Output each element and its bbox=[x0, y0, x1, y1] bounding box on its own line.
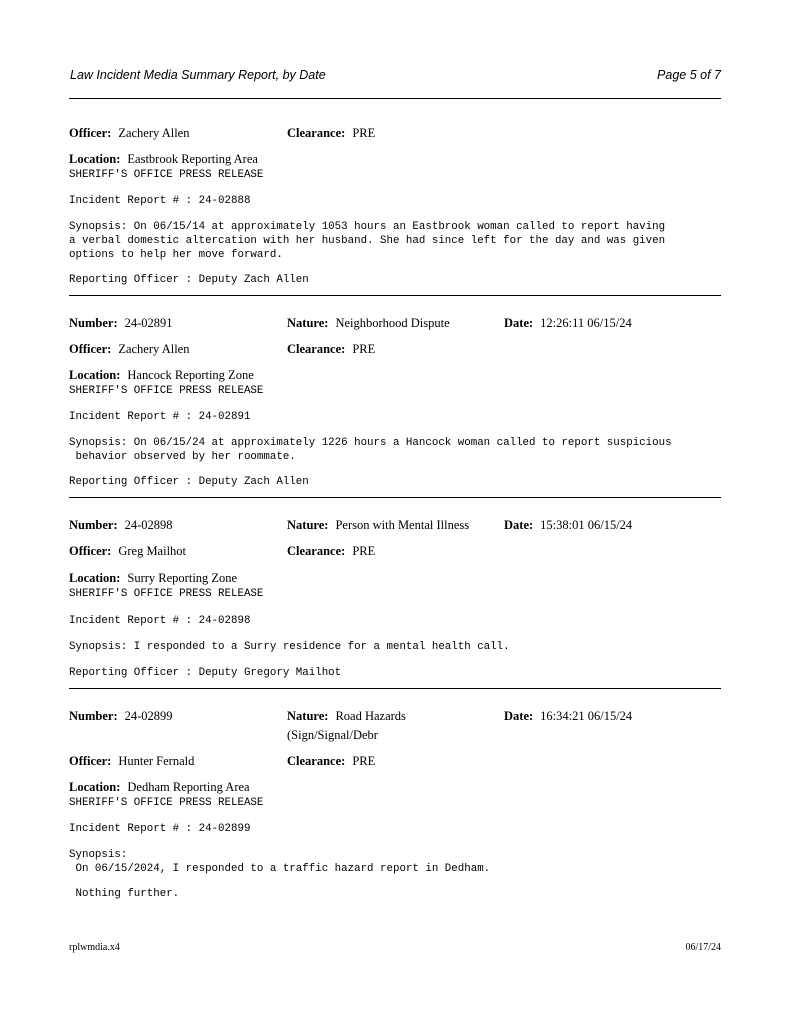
clearance-row bbox=[287, 544, 375, 559]
location-label: Location: bbox=[69, 368, 121, 382]
location-value: Surry Reporting Zone bbox=[127, 571, 238, 585]
officer-value: Hunter Fernald bbox=[118, 754, 195, 768]
location-label: Location: bbox=[69, 571, 121, 585]
clearance-row bbox=[287, 126, 375, 141]
synopsis-line: a verbal domestic altercation with her husband. She had since left for the day and was given bbox=[69, 235, 666, 247]
clearance-row bbox=[287, 342, 375, 357]
officer-value: Zachery Allen bbox=[118, 342, 190, 356]
location-row bbox=[69, 780, 250, 795]
clearance-label: Clearance: bbox=[287, 126, 346, 140]
number-label: Number: bbox=[69, 316, 118, 330]
number-value: 24-02898 bbox=[124, 518, 173, 532]
clearance-value: PRE bbox=[352, 342, 376, 356]
nature-continuation: (Sign/Signal/Debr bbox=[287, 728, 378, 742]
clearance-value: PRE bbox=[352, 754, 376, 768]
synopsis-line: options to help her move forward. bbox=[69, 249, 283, 261]
press-release-line: SHERIFF'S OFFICE PRESS RELEASE bbox=[69, 588, 264, 600]
report-title: Law Incident Media Summary Report, by Date bbox=[70, 68, 326, 82]
record-divider bbox=[69, 295, 721, 296]
location-label: Location: bbox=[69, 152, 121, 166]
location-row bbox=[69, 368, 254, 383]
footer-report-id: rplwmdia.x4 bbox=[69, 942, 120, 953]
number-label: Number: bbox=[69, 709, 118, 723]
nature-label: Nature: bbox=[287, 709, 329, 723]
press-release-line: SHERIFF'S OFFICE PRESS RELEASE bbox=[69, 169, 264, 181]
officer-value: Greg Mailhot bbox=[118, 544, 187, 558]
clearance-label: Clearance: bbox=[287, 342, 346, 356]
synopsis-line: On 06/15/2024, I responded to a traffic hazard report in Dedham. bbox=[69, 863, 491, 875]
officer-label: Officer: bbox=[69, 544, 112, 558]
date-value: 16:34:21 06/15/24 bbox=[540, 709, 633, 723]
date-label: Date: bbox=[504, 518, 534, 532]
clearance-value: PRE bbox=[352, 126, 376, 140]
incident-report-line: Incident Report # : 24-02899 bbox=[69, 823, 251, 835]
number-value: 24-02891 bbox=[124, 316, 173, 330]
nature-row bbox=[287, 316, 450, 331]
clearance-row bbox=[287, 754, 375, 769]
number-row bbox=[69, 518, 173, 533]
nature-row bbox=[287, 518, 469, 533]
clearance-label: Clearance: bbox=[287, 544, 346, 558]
incident-report-line: Incident Report # : 24-02898 bbox=[69, 615, 251, 627]
reporting-officer-line: Reporting Officer : Deputy Gregory Mailhot bbox=[69, 667, 342, 679]
synopsis-line: Synopsis: I responded to a Surry residence for a mental health call. bbox=[69, 641, 510, 653]
location-value: Dedham Reporting Area bbox=[127, 780, 250, 794]
location-value: Hancock Reporting Zone bbox=[127, 368, 254, 382]
number-value: 24-02899 bbox=[124, 709, 173, 723]
date-row bbox=[504, 709, 632, 724]
nature-value: Neighborhood Dispute bbox=[335, 316, 450, 330]
nature-value: Road Hazards bbox=[335, 709, 406, 723]
location-row bbox=[69, 571, 237, 586]
press-release-line: SHERIFF'S OFFICE PRESS RELEASE bbox=[69, 385, 264, 397]
nature-row bbox=[287, 709, 406, 724]
reporting-officer-line: Reporting Officer : Deputy Zach Allen bbox=[69, 476, 309, 488]
officer-row bbox=[69, 342, 189, 357]
clearance-label: Clearance: bbox=[287, 754, 346, 768]
officer-label: Officer: bbox=[69, 754, 112, 768]
date-value: 15:38:01 06/15/24 bbox=[540, 518, 633, 532]
officer-row bbox=[69, 544, 186, 559]
location-label: Location: bbox=[69, 780, 121, 794]
synopsis-line: Synopsis: bbox=[69, 849, 128, 861]
date-label: Date: bbox=[504, 316, 534, 330]
nature-label: Nature: bbox=[287, 316, 329, 330]
closing-line: Nothing further. bbox=[69, 888, 180, 900]
officer-label: Officer: bbox=[69, 126, 112, 140]
header-divider bbox=[69, 98, 721, 99]
footer-date: 06/17/24 bbox=[685, 942, 721, 953]
press-release-line: SHERIFF'S OFFICE PRESS RELEASE bbox=[69, 797, 264, 809]
date-row bbox=[504, 518, 632, 533]
number-row bbox=[69, 709, 173, 724]
record-divider bbox=[69, 688, 721, 689]
nature-label: Nature: bbox=[287, 518, 329, 532]
nature-value: Person with Mental Illness bbox=[335, 518, 470, 532]
officer-row bbox=[69, 126, 189, 141]
synopsis-line: Synopsis: On 06/15/24 at approximately 1226 hours a Hancock woman called to report suspicious bbox=[69, 437, 672, 449]
synopsis-line: behavior observed by her roommate. bbox=[69, 451, 296, 463]
number-label: Number: bbox=[69, 518, 118, 532]
location-value: Eastbrook Reporting Area bbox=[127, 152, 258, 166]
record-divider bbox=[69, 497, 721, 498]
reporting-officer-line: Reporting Officer : Deputy Zach Allen bbox=[69, 274, 309, 286]
synopsis-line: Synopsis: On 06/15/14 at approximately 1053 hours an Eastbrook woman called to report having bbox=[69, 221, 666, 233]
date-row bbox=[504, 316, 632, 331]
incident-report-line: Incident Report # : 24-02888 bbox=[69, 195, 251, 207]
date-label: Date: bbox=[504, 709, 534, 723]
clearance-value: PRE bbox=[352, 544, 376, 558]
page-number: Page 5 of 7 bbox=[657, 68, 721, 82]
officer-label: Officer: bbox=[69, 342, 112, 356]
number-row bbox=[69, 316, 173, 331]
incident-report-line: Incident Report # : 24-02891 bbox=[69, 411, 251, 423]
date-value: 12:26:11 06/15/24 bbox=[540, 316, 632, 330]
officer-value: Zachery Allen bbox=[118, 126, 190, 140]
location-row bbox=[69, 152, 258, 167]
officer-row bbox=[69, 754, 194, 769]
